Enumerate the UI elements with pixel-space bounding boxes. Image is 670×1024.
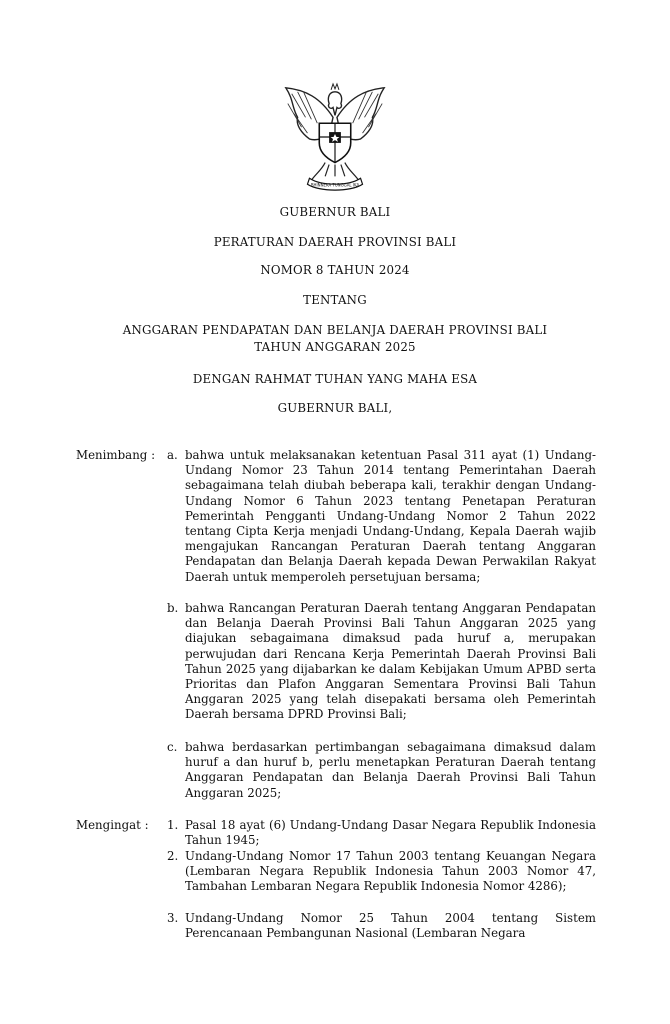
item-text: Undang-Undang Nomor 25 Tahun 2004 tentang Sistem Perencanaan Pembangunan Nasional (Lembaran Negara	[185, 911, 596, 941]
item-mark: 2.	[167, 849, 179, 863]
item-text: bahwa Rancangan Peraturan Daerah tentang Anggaran Pendapatan dan Belanja Daerah Provinsi Bali Tahun Anggaran 2025 yang diajukan sebagaimana dimaksud pada huruf a, merupakan perwujudan dari Rencana Kerja Pemerintah Daerah Provinsi Bali Tahun 2025 yang dijabarkan ke dalam Kebijakan Umum APBD serta Prioritas dan Plafon Anggaran Sementara Provinsi Bali Tahun Anggaran 2025 yang telah disepakati bersama oleh Pemerintah Daerah bersama DPRD Provinsi Bali;	[185, 601, 596, 722]
item-text: Pasal 18 ayat (6) Undang-Undang Dasar Negara Republik Indonesia Tahun 1945;	[185, 818, 596, 848]
mengingat-item-1	[167, 818, 596, 848]
item-text: bahwa untuk melaksanakan ketentuan Pasal 311 ayat (1) Undang-Undang Nomor 23 Tahun 2014 tentang Pemerintahan Daerah sebagaimana telah diubah beberapa kali, terakhir dengan Undang-Undang Nomor 6 Tahun 2023 tentang Penetapan Peraturan Pemerintah Pengganti Undang-Undang Nomor 2 Tahun 2022 tentang Cipta Kerja menjadi Undang-Undang, Kepala Daerah wajib mengajukan Rancangan Peraturan Daerah tentang Anggaran Pendapatan dan Belanja Daerah kepada Dewan Perwakilan Rakyat Daerah untuk memperoleh persetujuan bersama;	[185, 448, 596, 584]
blessing-line: DENGAN RAHMAT TUHAN YANG MAHA ESA	[192, 372, 478, 386]
document-issuer: GUBERNUR BALI	[279, 205, 391, 219]
emblem-motto: BHINNEKA TUNGGAL IKA	[310, 182, 360, 188]
item-text: bahwa berdasarkan pertimbangan sebagaimana dimaksud dalam huruf a dan huruf b, perlu menetapkan Peraturan Daerah tentang Anggaran Pendapatan dan Belanja Daerah Provinsi Bali Tahun Anggaran 2025;	[185, 740, 596, 800]
item-mark: c.	[167, 740, 178, 754]
garuda-emblem-icon	[276, 78, 394, 196]
regulation-number: NOMOR 8 TAHUN 2024	[260, 263, 410, 277]
menimbang-label: Menimbang :	[76, 448, 156, 462]
issuer-address: GUBERNUR BALI,	[277, 401, 393, 415]
mengingat-item-2	[167, 849, 596, 895]
menimbang-item-b	[167, 601, 596, 723]
regulation-type: PERATURAN DAERAH PROVINSI BALI	[213, 235, 457, 249]
mengingat-item-3	[167, 911, 596, 941]
regulation-title-line-1: ANGGARAN PENDAPATAN DAN BELANJA DAERAH PROVINSI BALI	[122, 323, 548, 337]
item-mark: b.	[167, 601, 179, 615]
item-text: Undang-Undang Nomor 17 Tahun 2003 tentang Keuangan Negara (Lembaran Negara Republik Indonesia Tahun 2003 Nomor 47, Tambahan Lembaran Negara Republik Indonesia Nomor 4286);	[185, 849, 596, 894]
item-mark: a.	[167, 448, 178, 462]
item-mark: 3.	[167, 911, 179, 925]
mengingat-label: Mengingat :	[76, 818, 149, 832]
menimbang-item-c	[167, 740, 596, 801]
menimbang-item-a	[167, 448, 596, 585]
about-heading: TENTANG	[303, 293, 367, 307]
item-mark: 1.	[167, 818, 179, 832]
regulation-title-line-2: TAHUN ANGGARAN 2025	[254, 340, 416, 354]
